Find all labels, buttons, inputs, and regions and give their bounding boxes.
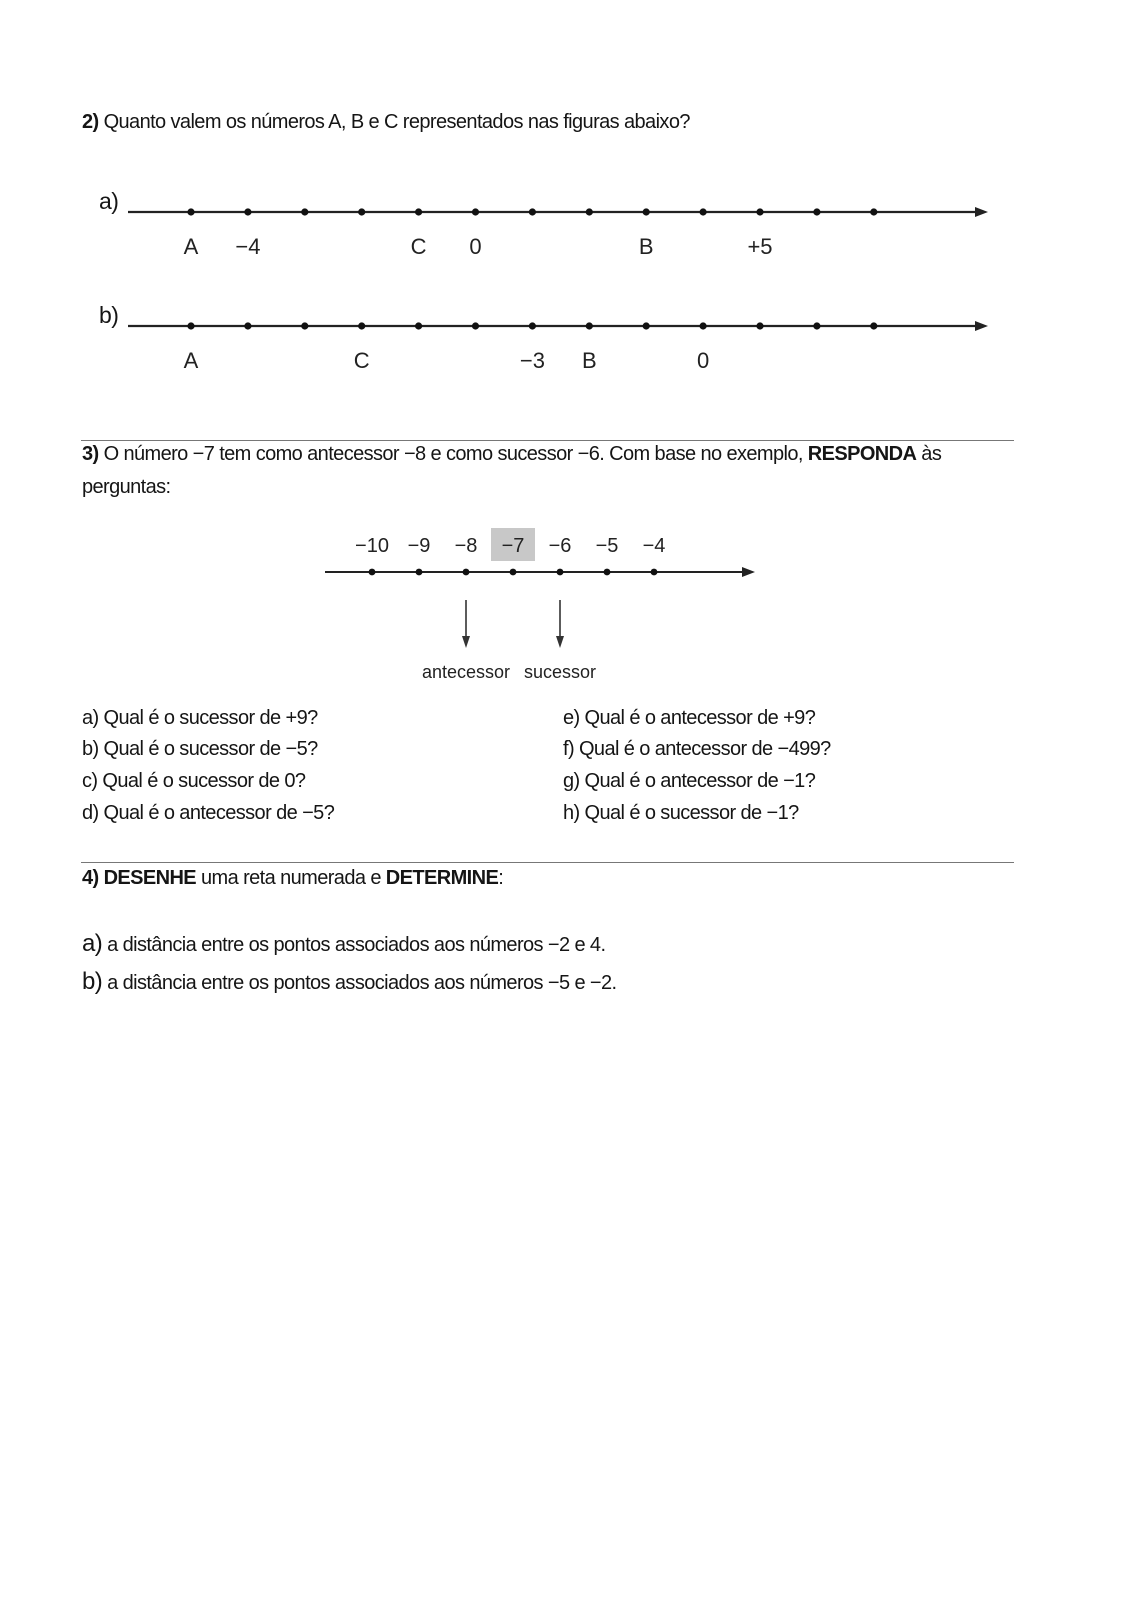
q4-number: 4) — [82, 867, 99, 889]
example-point-3 — [510, 569, 517, 576]
q4-item-b-letter: b) — [82, 968, 103, 995]
line-b-point-12 — [870, 322, 877, 329]
q3-heading-line1 — [82, 443, 941, 466]
q3-text-after: às — [916, 443, 942, 465]
example-point-0 — [369, 569, 376, 576]
successor-arrow-icon — [556, 636, 564, 648]
example-point-4 — [557, 569, 564, 576]
q4-item-b-text: a distância entre os pontos associados aos números −5 e −2. — [107, 972, 617, 994]
q3-question-f: f) Qual é o antecessor de −499? — [563, 738, 831, 760]
q3-question-a: a) Qual é o sucessor de +9? — [82, 707, 318, 729]
line-b-point-10 — [756, 322, 763, 329]
line-b-mark-label: C — [353, 348, 370, 373]
q2-question: Quanto valem os números A, B e C representados nas figuras abaixo? — [103, 111, 690, 133]
line-b-point-1 — [244, 322, 251, 329]
example-point-2 — [463, 569, 470, 576]
line-a-point-10 — [756, 208, 763, 215]
successor-label: sucessor — [523, 662, 597, 682]
line-b-mark-label: 0 — [696, 348, 710, 373]
example-point-6 — [651, 569, 658, 576]
line-a-point-4 — [415, 208, 422, 215]
q3-question-c: c) Qual é o sucessor de 0? — [82, 770, 306, 792]
q2-line-b-label: b) — [99, 302, 119, 328]
line-a-point-0 — [187, 208, 194, 215]
line-a-point-3 — [358, 208, 365, 215]
example-number-label: −10 — [355, 535, 389, 557]
q3-heading-line2: perguntas: — [82, 476, 171, 498]
line-a-point-11 — [813, 208, 820, 215]
q3-question-d: d) Qual é o antecessor de −5? — [82, 802, 335, 824]
line-a-point-7 — [586, 208, 593, 215]
line-a-point-2 — [301, 208, 308, 215]
line-b-point-4 — [415, 322, 422, 329]
example-number-label: −9 — [407, 535, 431, 557]
line-b-point-8 — [643, 322, 650, 329]
line-b-point-6 — [529, 322, 536, 329]
line-a-arrow-icon — [975, 207, 988, 217]
predecessor-label: antecessor — [421, 662, 511, 682]
q3-question-g: g) Qual é o antecessor de −1? — [563, 770, 816, 792]
q4-mid-text: uma reta numerada e — [196, 867, 386, 889]
line-a-mark-label: A — [183, 234, 199, 259]
q4-bold-determine: DETERMINE — [385, 867, 499, 889]
example-number-label: −8 — [454, 535, 478, 557]
q3-question-e: e) Qual é o antecessor de +9? — [563, 707, 816, 729]
line-b-point-9 — [700, 322, 707, 329]
line-a-mark-label: C — [410, 234, 427, 259]
q4-item-a — [82, 930, 605, 958]
line-a-mark-label: +5 — [747, 234, 773, 259]
example-arrow-icon — [742, 567, 755, 577]
line-a-mark-label: B — [638, 234, 654, 259]
q3-emphasis: RESPONDA — [807, 443, 917, 465]
predecessor-arrow-icon — [462, 636, 470, 648]
number-line-b — [0, 304, 1131, 384]
line-b-mark-label: A — [183, 348, 199, 373]
line-b-point-2 — [301, 322, 308, 329]
number-line-a — [0, 190, 1131, 270]
q2-number: 2) — [82, 111, 99, 133]
line-b-point-3 — [358, 322, 365, 329]
line-b-point-11 — [813, 322, 820, 329]
q4-bold-desenhe: DESENHE — [103, 867, 197, 889]
q4-item-a-text: a distância entre os pontos associados aos números −2 e 4. — [107, 934, 606, 956]
divider-1 — [81, 440, 1014, 441]
line-a-point-12 — [870, 208, 877, 215]
q2-line-a-label: a) — [99, 188, 119, 214]
q3-number: 3) — [82, 443, 99, 465]
line-a-point-6 — [529, 208, 536, 215]
line-a-point-1 — [244, 208, 251, 215]
line-a-point-9 — [700, 208, 707, 215]
q4-heading — [82, 867, 503, 890]
example-number-line — [300, 520, 800, 700]
line-b-mark-label: B — [581, 348, 597, 373]
q2-heading — [82, 111, 690, 134]
example-point-1 — [416, 569, 423, 576]
line-b-point-7 — [586, 322, 593, 329]
q4-item-b — [82, 968, 617, 996]
q3-text-before: O número −7 tem como antecessor −8 e como sucessor −6. Com base no exemplo, — [103, 443, 808, 465]
example-number-label: −5 — [595, 535, 619, 557]
example-number-label: −4 — [642, 535, 666, 557]
line-b-mark-label: −3 — [519, 348, 545, 373]
line-b-point-5 — [472, 322, 479, 329]
line-b-arrow-icon — [975, 321, 988, 331]
line-a-mark-label: 0 — [469, 234, 482, 259]
q3-question-b: b) Qual é o sucessor de −5? — [82, 738, 318, 760]
q4-end: : — [498, 867, 504, 889]
line-a-mark-label: −4 — [235, 234, 261, 259]
q3-question-h: h) Qual é o sucessor de −1? — [563, 802, 799, 824]
q4-item-a-letter: a) — [82, 930, 103, 957]
example-point-5 — [604, 569, 611, 576]
line-b-point-0 — [187, 322, 194, 329]
line-a-point-8 — [643, 208, 650, 215]
line-a-point-5 — [472, 208, 479, 215]
example-number-label: −6 — [548, 535, 572, 557]
divider-2 — [81, 862, 1014, 863]
example-number-label: −7 — [501, 535, 525, 557]
